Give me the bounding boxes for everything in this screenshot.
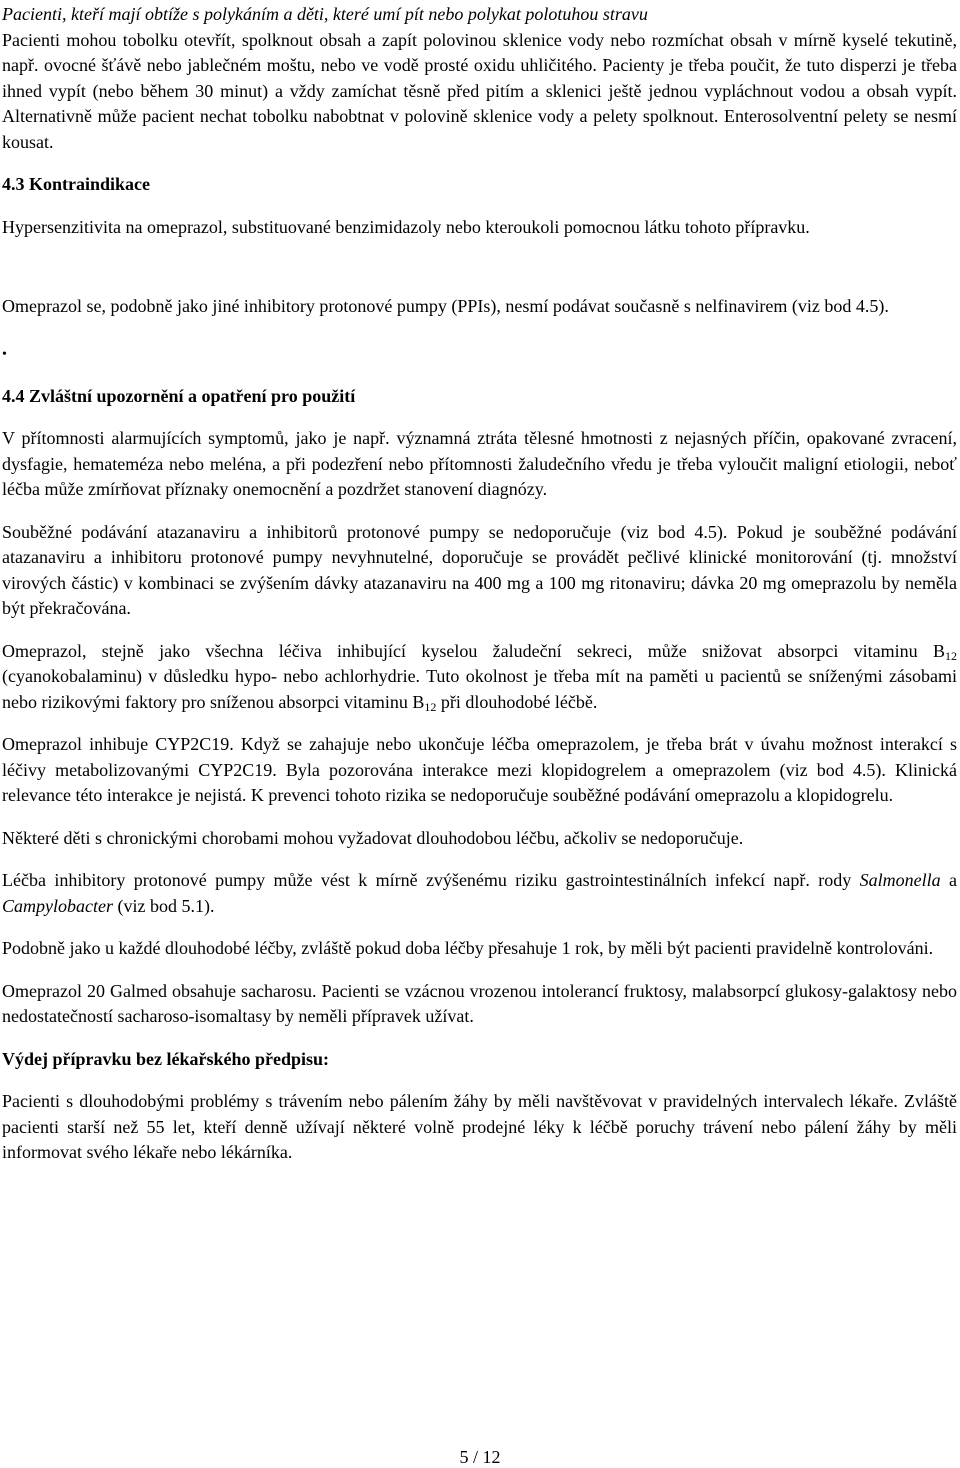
p6-text-a: Léčba inhibitory protonové pumpy může vést k mírně zvýšenému riziku gastrointestinálních infekcí např. rody [2, 870, 860, 890]
otc-section [2, 1047, 957, 1166]
p3-subscript-2: 12 [424, 699, 437, 714]
otc-heading: Výdej přípravku bez lékařského předpisu: [2, 1048, 330, 1069]
p3-text-c: při dlouhodobé léčbě. [436, 691, 598, 712]
intro-paragraph: Pacienti mohou tobolku otevřít, spolknout obsah a zapít polovinou sklenice vody nebo rozmíchat obsah v mírně kyselé tekutině, např. ovocné šťávě nebo jablečném moštu, nebo ve vodě prosté oxidu uhličitého. Pacienty je třeba poučit, že tuto disperzi je třeba ihned vypít (nebo během 30 minut) a vždy zamíchat těsně před pitím a sklenici ještě jednou vypláchnout vodou a obsah vypít. Alternativně může pacient nechat tobolku nabobtnat v polovině sklenice vody a pelety spolknout. Enterosolventní pelety se nesmí kousat. [2, 29, 957, 152]
section-4-4-paragraph-3 [2, 639, 957, 716]
section-4-4-heading: 4.4 Zvláštní upozornění a opatření pro použití [2, 385, 356, 406]
p6-italic-campylobacter: Campylobacter [2, 895, 113, 916]
section-4-4-paragraph-8: Omeprazol 20 Galmed obsahuje sacharosu. Pacienti se vzácnou vrozenou intolerancí fruktosy, malabsorpcí glukosy-galaktosy nebo nedostatečností sacharoso-isomaltasy by neměli přípravek užívat. [2, 980, 957, 1026]
section-4-4 [2, 384, 957, 1030]
section-4-4-paragraph-6 [2, 868, 957, 919]
p3-text-b: (cyanokobalaminu) v důsledku hypo- nebo achlorhydrie. Tuto okolnost je třeba mít na paměti u pacientů se sníženými zásobami nebo rizikovými faktory pro sníženou absorpci vitaminu B [2, 666, 957, 712]
p3-subscript-1: 12 [945, 648, 957, 663]
otc-paragraph: Pacienti s dlouhodobými problémy s trávením nebo pálením žáhy by měli navštěvovat v pravidelných intervalech lékaře. Zvláště pacienti starší než 55 let, kteří denně užívají některé volně prodejné léky k léčbě poruchy trávení nebo pálení žáhy by měli informovat svého lékaře nebo lékárníka. [2, 1091, 957, 1162]
section-4-3-paragraph-1: Hypersenzitivita na omeprazol, substituované benzimidazoly nebo kteroukoli pomocnou látku tohoto přípravku. [2, 216, 810, 237]
section-4-4-paragraph-4: Omeprazol inhibuje CYP2C19. Když se zahajuje nebo ukončuje léčba omeprazolem, je třeba brát v úvahu možnost interakcí s léčivy metabolizovanými CYP2C19. Byla pozorována interakce mezi klopidogrelem a omeprazolem (viz bod 4.5). Klinická relevance této interakce je nejistá. K prevenci tohoto rizika se nedoporučuje souběžné podávání omeprazolu a klopidogrelu. [2, 734, 957, 805]
p3-text-a: Omeprazol, stejně jako všechna léčiva inhibující kyselou žaludeční sekreci, může snižovat absorpci vitaminu B [2, 640, 945, 661]
section-4-4-paragraph-2: Souběžné podávání atazanaviru a inhibitorů protonové pumpy se nedoporučuje (viz bod 4.5). Pokud je souběžné podávání atazanaviru a inhibitoru protonové pumpy nevyhnutelné, doporučuje se provádět pečlivé klinické monitorování (tj. množství virových částic) v kombinaci se zvýšením dávky atazanaviru na 400 mg a 100 mg ritonaviru; dávka 20 mg omeprazolu by neměla být překračována. [2, 521, 957, 618]
section-4-3-paragraph-2: Omeprazol se, podobně jako jiné inhibitory protonové pumpy (PPIs), nesmí podávat současně s nelfinavirem (viz bod 4.5). [2, 296, 889, 316]
section-4-4-paragraph-5: Některé děti s chronickými chorobami mohou vyžadovat dlouhodobou léčbu, ačkoliv se nedoporučuje. [2, 827, 744, 848]
document-page [2, 0, 957, 1166]
p6-text-c: (viz bod 5.1). [112, 895, 215, 916]
section-4-3-heading: 4.3 Kontraindikace [2, 174, 151, 194]
page-number: 5 / 12 [459, 1447, 501, 1467]
section-4-4-paragraph-7: Podobně jako u každé dlouhodobé léčby, zvláště pokud doba léčby přesahuje 1 rok, by měli být pacienti pravidelně kontrolováni. [2, 938, 934, 958]
section-4-4-paragraph-1: V přítomnosti alarmujících symptomů, jako je např. významná ztráta tělesné hmotnosti z nejasných příčin, opakované zvracení, dysfagie, hemateméza nebo meléna, a při podezření nebo přítomnosti žaludečního vředu je třeba vyloučit maligní etiologii, neboť léčba může zmírňovat příznaky onemocnění a pozdržet stanovení diagnózy. [2, 428, 957, 499]
p6-italic-salmonella: Salmonella [859, 870, 941, 890]
intro-subheading: Pacienti, kteří mají obtíže s polykáním a děti, které umí pít nebo polykat polotuhou stravu [2, 4, 648, 24]
section-4-3 [2, 172, 957, 367]
bullet-marker: • [2, 346, 7, 362]
p6-text-b: a [940, 870, 957, 890]
intro-section [2, 2, 957, 155]
